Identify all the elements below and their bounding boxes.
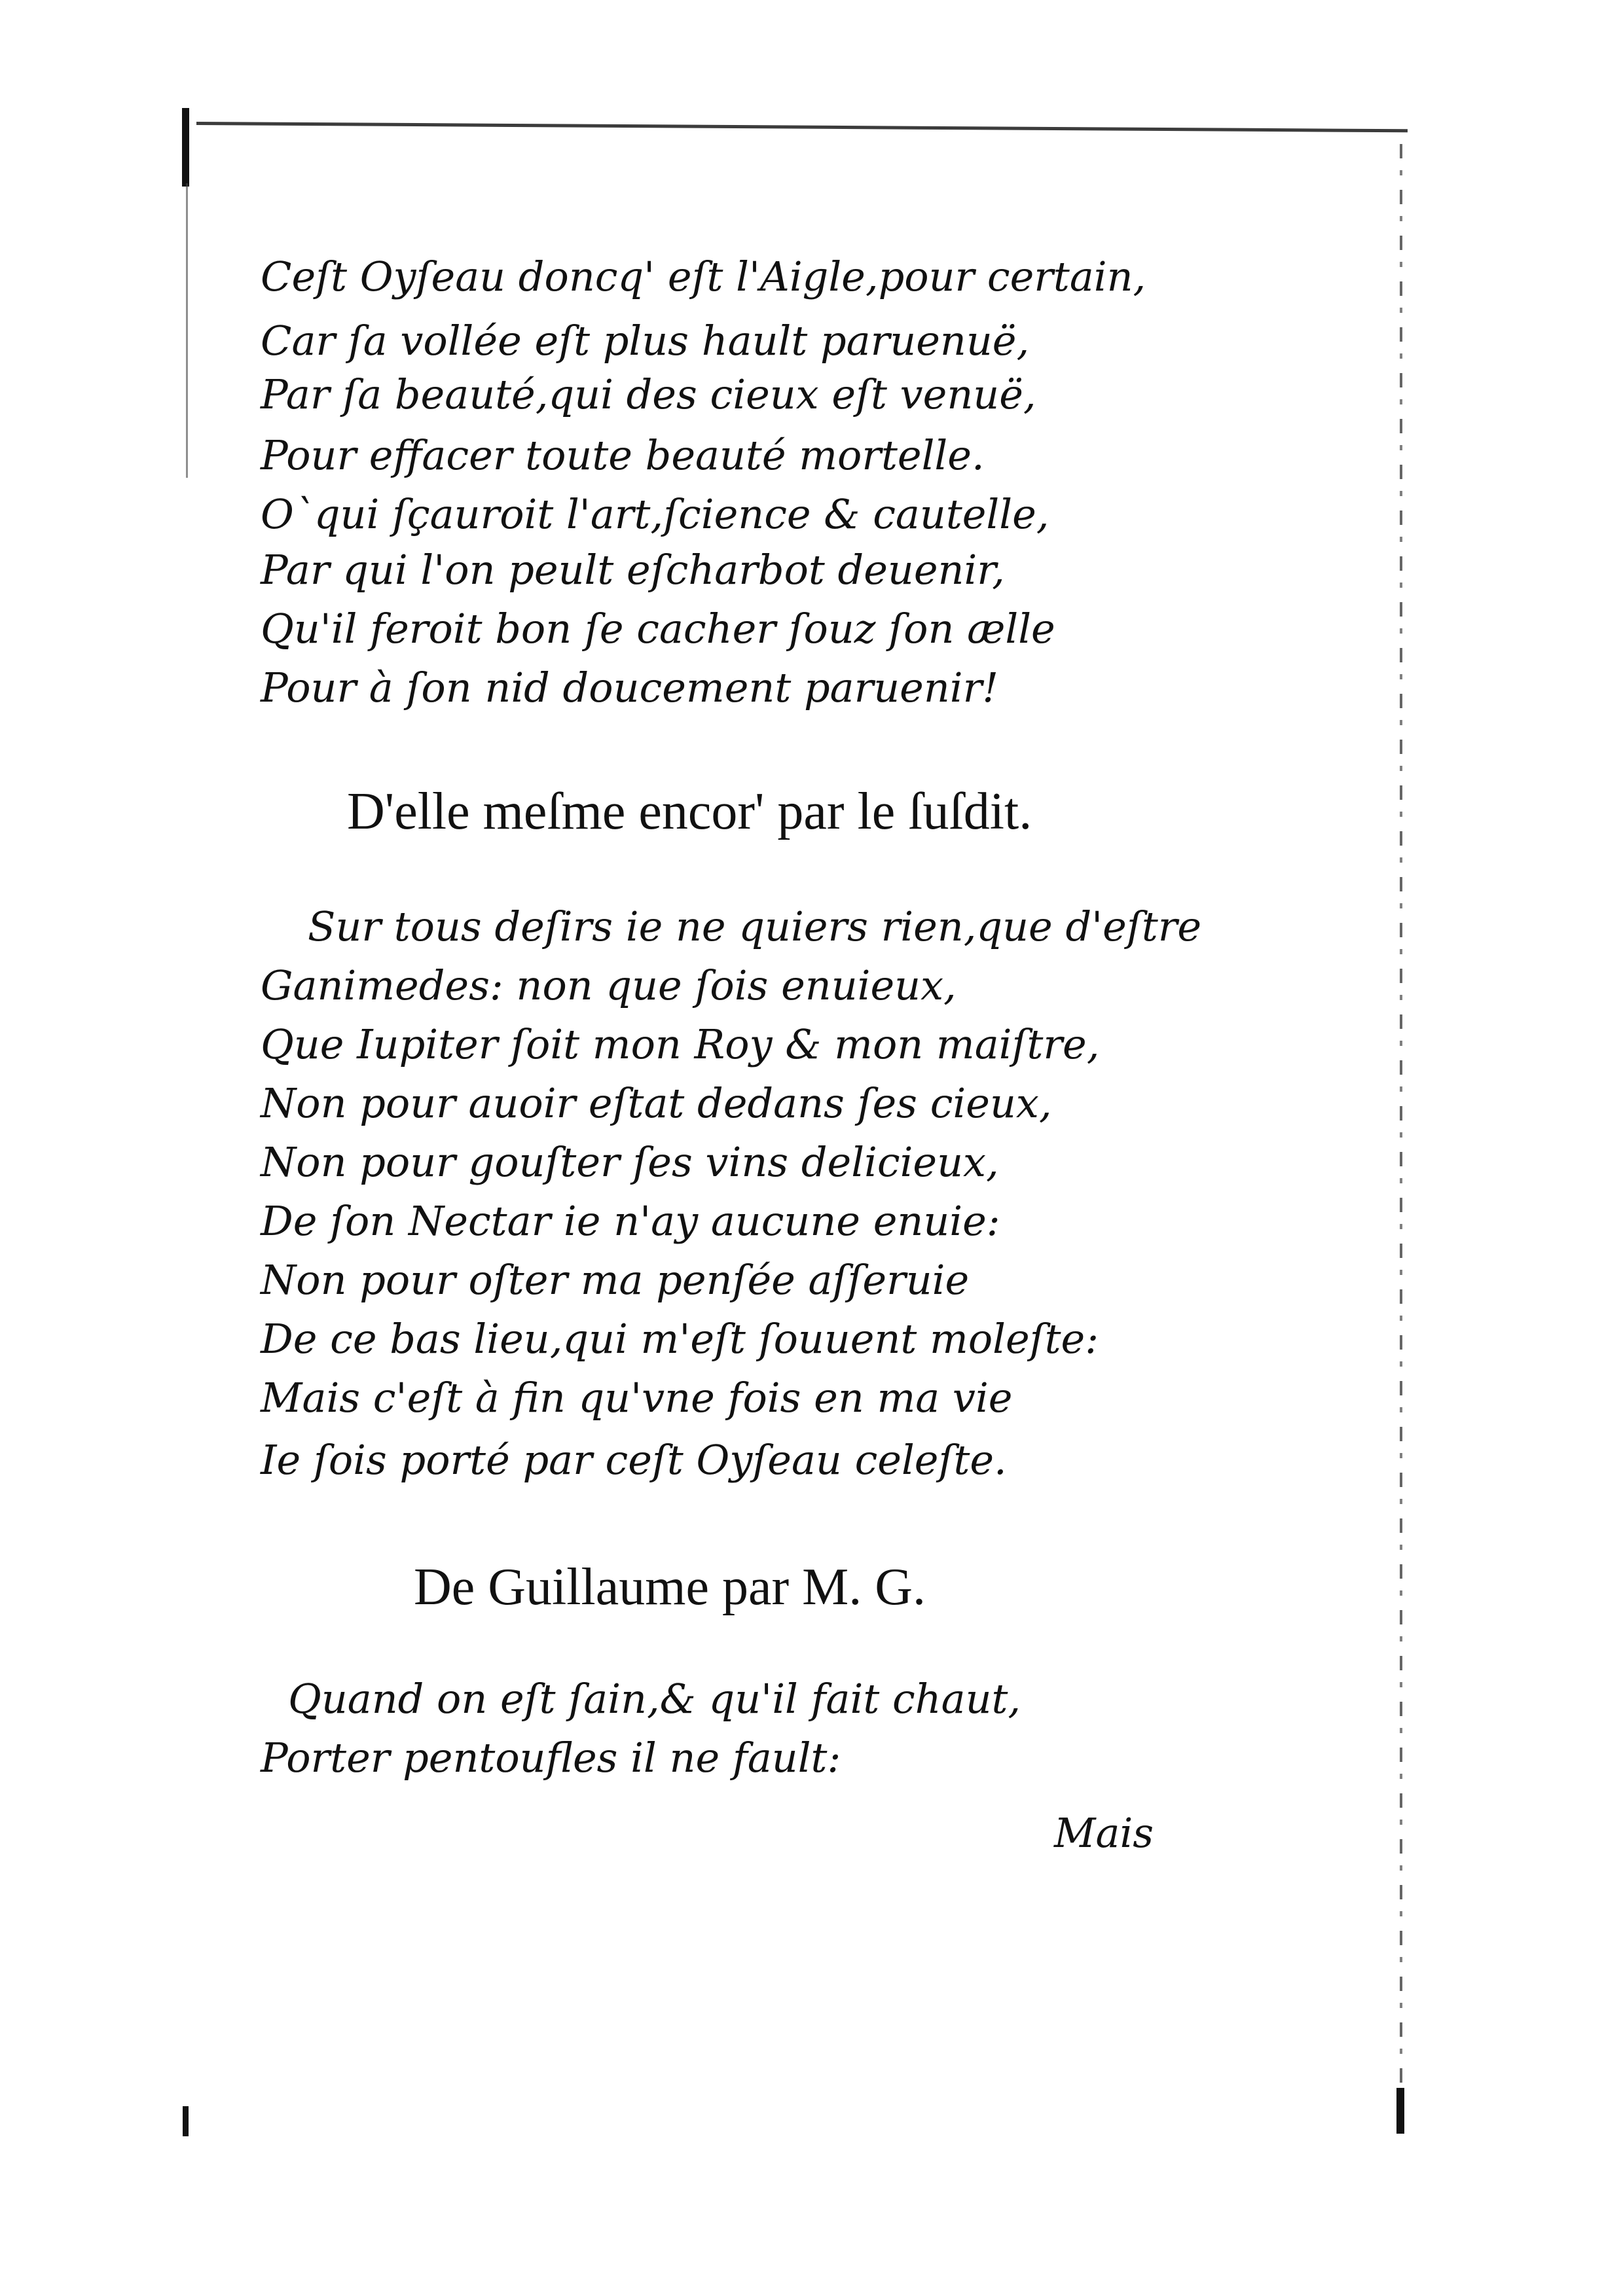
verse-line: Pour effacer toute beauté mortelle. — [261, 431, 985, 479]
verse-line: O`qui ſçauroit l'art,ſcience & cautelle, — [261, 490, 1049, 538]
poem-heading: D'elle meſme encor' par le ſuſdit. — [347, 783, 1032, 840]
verse-line: Quand on eſt ſain,& qu'il fait chaut, — [288, 1675, 1021, 1723]
verse-line: Non pour auoir eſtat dedans ſes cieux, — [261, 1079, 1052, 1127]
verse-line: Non pour gouſter ſes vins delicieux, — [261, 1138, 999, 1186]
scan-left-edge-mark — [182, 108, 189, 187]
verse-line: Mais c'eſt à fin qu'vne fois en ma vie — [261, 1374, 1013, 1422]
verse-line: De ce bas lieu,qui m'eſt ſouuent moleſte: — [261, 1315, 1099, 1363]
scan-left-edge-line — [186, 183, 188, 478]
verse-line: Non pour oſter ma penſée aſſeruie — [261, 1256, 970, 1304]
verse-line: Par qui l'on peult eſcharbot deuenir, — [261, 546, 1005, 594]
catchword: Mais — [1054, 1809, 1154, 1857]
scan-right-bottom-mark — [1396, 2088, 1404, 2134]
poem-heading: De Guillaume par M. G. — [414, 1558, 926, 1616]
scan-top-rule — [196, 122, 1408, 132]
verse-line: Sur tous deſirs ie ne quiers rien,que d'eſtre — [308, 903, 1202, 950]
verse-line: Porter pentoufles il ne fault: — [261, 1734, 841, 1782]
verse-line: Qu'il feroit bon ſe cacher ſouz ſon ælle — [261, 605, 1055, 653]
verse-line: Ganimedes: non que ſois enuieux, — [261, 961, 957, 1009]
verse-line: Car ſa vollée eſt plus hault paruenuë, — [261, 317, 1030, 365]
verse-line: De ſon Nectar ie n'ay aucune enuie: — [261, 1197, 1000, 1245]
scan-right-edge — [1400, 144, 1402, 2134]
scan-left-bottom-mark — [183, 2106, 189, 2136]
verse-line: Par ſa beauté,qui des cieux eſt venuë, — [261, 370, 1036, 418]
verse-line: Ceſt Oyſeau doncq' eſt l'Aigle,pour certain, — [261, 253, 1146, 300]
verse-line: Que Iupiter ſoit mon Roy & mon maiſtre, — [261, 1020, 1100, 1068]
verse-line: Ie ſois porté par ceſt Oyſeau celeſte. — [261, 1436, 1007, 1484]
verse-line: Pour à ſon nid doucement paruenir! — [261, 664, 999, 711]
